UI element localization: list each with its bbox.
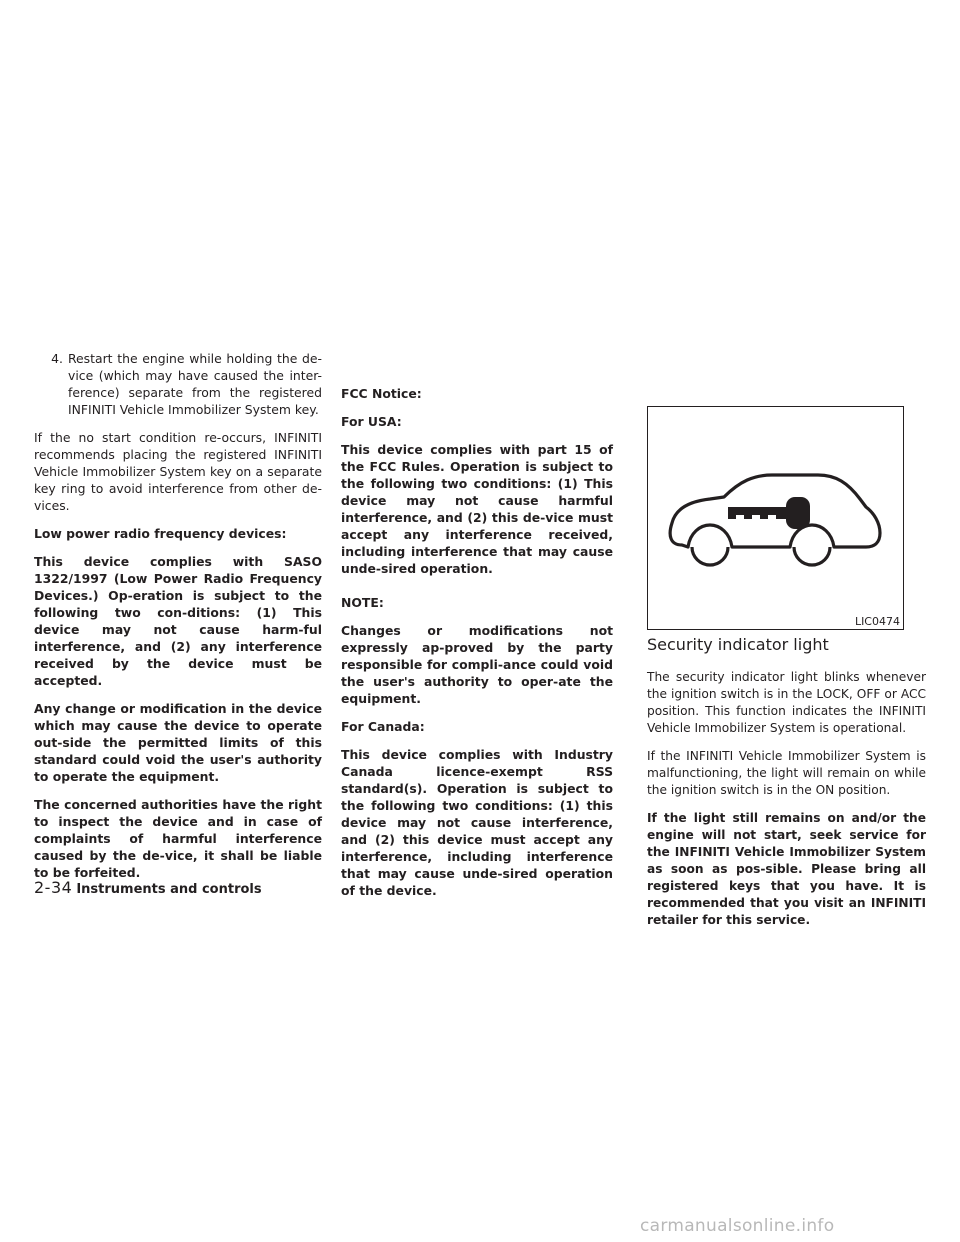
watermark: carmanualsonline.info	[640, 1216, 835, 1236]
fcc-paragraph: This device complies with part 15 of the FCC Rules. Operation is subject to the following two conditions: (1) This device may not cause harmful interference, and (2) this de-vice must accept any interference received, including interference that may cause unde-sired operation.	[341, 442, 613, 576]
saso-paragraph: This device complies with SASO 1322/1997 (Low Power Radio Frequency Devices.) Op-eration is subject to the following two con-ditions: (1) This device may not cause harm-ful interference, and (2) any interference received by the device must be accepted.	[34, 554, 322, 688]
blinks-paragraph: The security indicator light blinks whenever the ignition switch is in the LOCK, OFF or ACC position. This function indicates the INFINITI Vehicle Immobilizer System is operational.	[647, 670, 926, 735]
column-middle	[341, 385, 613, 910]
car-key-security-icon	[648, 407, 902, 628]
page-number: 2-34	[34, 878, 73, 897]
step-number: 4.	[51, 351, 63, 366]
changes-paragraph: Changes or modifications not expressly ap-proved by the party responsible for compli-ance could void the user's authority to oper-ate the equipment.	[341, 623, 613, 706]
page-footer	[34, 878, 262, 900]
canada-paragraph: This device complies with Industry Canada licence-exempt RSS standard(s). Operation is subject to the following two conditions: (1) this device may not cause interference, and (2) this device must accept any interference, including interference that may cause unde-sired operation of the device.	[341, 747, 613, 898]
fcc-notice-heading: FCC Notice:	[341, 386, 422, 401]
security-indicator-figure	[647, 406, 904, 630]
malfunction-paragraph: If the INFINITI Vehicle Immobilizer System is malfunctioning, the light will remain on while the ignition switch is in the ON position.	[647, 749, 926, 797]
column-left	[34, 350, 322, 892]
column-right	[647, 635, 926, 940]
section-title: Instruments and controls	[76, 882, 262, 897]
security-indicator-heading: Security indicator light	[647, 635, 829, 654]
figure-code: LIC0474	[854, 615, 900, 628]
modification-paragraph: Any change or modification in the device which may cause the device to operate out-side the permitted limits of this standard could void the user's authority to operate the equipment.	[34, 701, 322, 784]
no-start-paragraph: If the no start condition re-occurs, INFINITI recommends placing the registered INFINITI Vehicle Immobilizer System key on a separate key ring to avoid interference from other de-vices.	[34, 430, 322, 513]
note-heading: NOTE:	[341, 595, 384, 610]
for-canada-heading: For Canada:	[341, 719, 425, 734]
for-usa-heading: For USA:	[341, 414, 402, 429]
step-4	[34, 350, 322, 418]
low-power-heading: Low power radio frequency devices:	[34, 526, 287, 541]
step-text: Restart the engine while holding the de-vice (which may have caused the inter-ference) separate from the registered INFINITI Vehicle Immobilizer System key.	[68, 351, 322, 417]
authorities-paragraph: The concerned authorities have the right to inspect the device and in case of complaints of harmful interference caused by the de-vice, it shall be liable to be forfeited.	[34, 797, 322, 880]
seek-service-paragraph: If the light still remains on and/or the engine will not start, seek service for the INFINITI Vehicle Immobilizer System as soon as pos-sible. Please bring all registered keys that you have. It is recommended that you visit an INFINITI retailer for this service.	[647, 811, 926, 927]
